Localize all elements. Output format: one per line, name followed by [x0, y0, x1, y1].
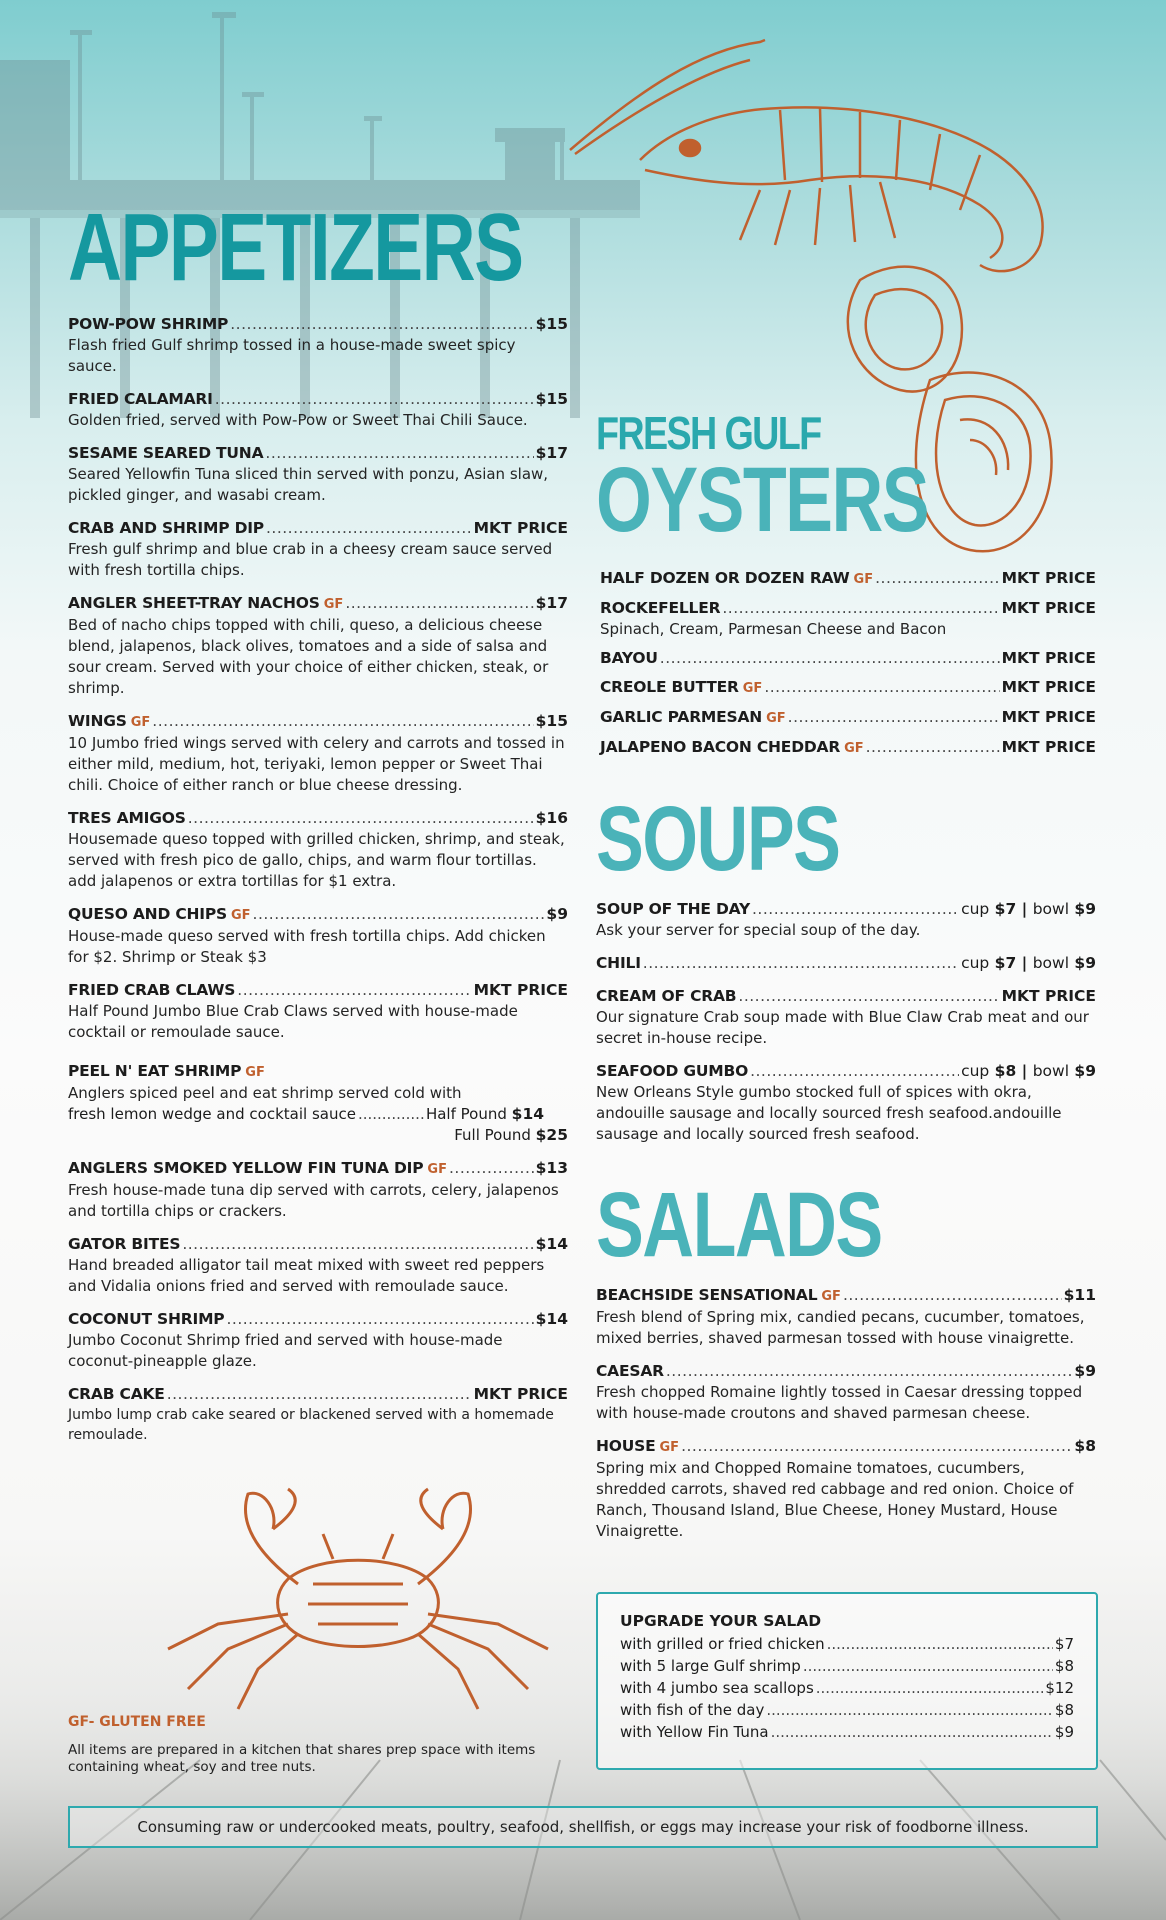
- gluten-free-note-text: All items are prepared in a kitchen that shares prep space with items containing wheat, soy and tree nuts.: [68, 1742, 536, 1775]
- item-line: [68, 1384, 568, 1405]
- menu-item-sesame-seared-tuna: [68, 443, 568, 506]
- item-name: HOUSE: [596, 1437, 656, 1455]
- item-description: Fresh house-made tuna dip served with carrots, celery, jalapenos and tortilla chips or crackers.: [68, 1181, 559, 1220]
- oysters-list: [596, 568, 1096, 759]
- item-name: ROCKEFELLER: [600, 599, 721, 617]
- item-price: cup $7 | bowl $9: [961, 954, 1096, 972]
- item-price: $17: [535, 444, 568, 462]
- upgrade-price: $8: [1054, 1701, 1074, 1719]
- item-description: Bed of nacho chips topped with chili, queso, a delicious cheese blend, jalapenos, black olives, tomatoes and a side of salsa and sour cream. Served with your choice of either chicken, steak, or shrimp.: [68, 616, 549, 697]
- item-price: $11: [1063, 1286, 1096, 1304]
- dot-leader: [226, 1309, 533, 1330]
- item-name: CHILI: [596, 954, 641, 972]
- item-line: [596, 1061, 1096, 1082]
- item-line: [600, 737, 1096, 759]
- dot-leader: [253, 904, 545, 925]
- bowl-label: bowl: [1032, 1062, 1070, 1080]
- item-price: $16: [535, 809, 568, 827]
- item-line: [68, 1309, 568, 1330]
- dot-leader: [816, 1677, 1044, 1699]
- item-line: [68, 314, 568, 335]
- salads-list: [596, 1285, 1096, 1542]
- item-line: [68, 389, 568, 410]
- menu-item-rockefeller: [600, 598, 1096, 640]
- item-description: Fresh chopped Romaine lightly tossed in Caesar dressing topped with house-made croutons and shaved parmesan cheese.: [596, 1383, 1083, 1422]
- item-price: cup $7 | bowl $9: [961, 900, 1096, 918]
- menu-item-fried-calamari: [68, 389, 568, 431]
- dot-leader: [788, 707, 1000, 728]
- upgrade-label: with grilled or fried chicken: [620, 1635, 825, 1653]
- bowl-price: $9: [1074, 900, 1096, 918]
- item-price: MKT PRICE: [1001, 678, 1096, 696]
- upgrade-salad-box: [596, 1592, 1098, 1770]
- bowl-label: bowl: [1032, 954, 1070, 972]
- menu-item-bayou: [600, 648, 1096, 669]
- dot-leader: [681, 1436, 1072, 1457]
- dot-leader: [866, 737, 1000, 758]
- item-price: MKT PRICE: [473, 1385, 568, 1403]
- upgrade-item: [620, 1677, 1074, 1699]
- menu-item-chili: [596, 953, 1096, 974]
- menu-item-garlic-parmesan: [600, 707, 1096, 729]
- item-price: MKT PRICE: [1001, 987, 1096, 1005]
- upgrade-item: [620, 1721, 1074, 1743]
- dot-leader: [167, 1384, 472, 1405]
- item-line: [600, 707, 1096, 729]
- item-name: SESAME SEARED TUNA: [68, 444, 264, 462]
- item-line: [600, 598, 1096, 619]
- item-name: CREAM OF CRAB: [596, 987, 737, 1005]
- upgrade-price: $7: [1054, 1635, 1074, 1653]
- item-line: [596, 899, 1096, 920]
- menu-item-coconut-shrimp: [68, 1309, 568, 1372]
- item-description: New Orleans Style gumbo stocked full of spices with okra, andouille sausage and locally sourced fresh seafood.andouille sausage and locally sourced fresh seafood.: [596, 1083, 1062, 1143]
- upgrade-label: with 5 large Gulf shrimp: [620, 1657, 801, 1675]
- item-name: BEACHSIDE SENSATIONAL: [596, 1286, 818, 1304]
- appetizers-title: APPETIZERS: [68, 194, 523, 301]
- item-price: $15: [535, 390, 568, 408]
- item-line: [68, 904, 568, 926]
- item-line: [68, 593, 568, 615]
- upgrade-price: $8: [1054, 1657, 1074, 1675]
- item-name: HALF DOZEN OR DOZEN RAW: [600, 569, 850, 587]
- item-line: [596, 1285, 1096, 1307]
- item-line: [68, 1234, 568, 1255]
- item-description: Spinach, Cream, Parmesan Cheese and Bacon: [600, 620, 947, 638]
- item-description: Spring mix and Chopped Romaine tomatoes, cucumbers, shredded carrots, shaved red cabbage and red onion. Choice of Ranch, Thousand Island, Blue Cheese, Honey Mustard, House Vinaigrette.: [596, 1459, 1074, 1540]
- cup-label: cup: [961, 900, 990, 918]
- item-description: Anglers spiced peel and eat shrimp served cold with: [68, 1084, 462, 1102]
- dot-leader: [752, 899, 959, 920]
- dot-leader: [660, 648, 1000, 669]
- item-line: [68, 980, 568, 1001]
- menu-item-seafood-gumbo: [596, 1061, 1096, 1145]
- item-description: Hand breaded alligator tail meat mixed with sweet red peppers and Vidalia onions fried and served with remoulade sauce.: [68, 1256, 545, 1295]
- item-description: Our signature Crab soup made with Blue Claw Crab meat and our secret in-house recipe.: [596, 1008, 1089, 1047]
- dot-leader: [766, 1699, 1053, 1721]
- item-name: WINGS: [68, 712, 127, 730]
- salads-title: SALADS: [596, 1174, 882, 1276]
- gluten-free-badge: GF: [659, 1440, 680, 1455]
- dot-leader: [803, 1655, 1053, 1677]
- item-description: Housemade queso topped with grilled chicken, shrimp, and steak, served with fresh pico de gallo, chips, and warm flour tortillas. add jalapenos or extra tortillas for $1 extra.: [68, 830, 565, 890]
- upgrade-item: [620, 1633, 1074, 1655]
- dot-leader: [230, 314, 533, 335]
- menu-item-pow-pow-shrimp: [68, 314, 568, 377]
- menu-item-soup-of-the-day: [596, 899, 1096, 941]
- item-line: [68, 443, 568, 464]
- menu-item-crab-cake: [68, 1384, 568, 1445]
- menu-item-half-dozen-or-dozen-raw: [600, 568, 1096, 590]
- menu-item-crab-and-shrimp-dip: [68, 518, 568, 581]
- menu-item-creole-butter: [600, 677, 1096, 699]
- item-line: [68, 518, 568, 539]
- item-description: Flash fried Gulf shrimp tossed in a house-made sweet spicy sauce.: [68, 336, 516, 375]
- gluten-free-badge: GF: [245, 1065, 265, 1080]
- item-line: [596, 986, 1096, 1007]
- item-price: MKT PRICE: [1001, 708, 1096, 726]
- dot-leader: [188, 808, 534, 829]
- gluten-free-badge: GF: [130, 715, 151, 730]
- cup-price: $7: [994, 900, 1017, 918]
- upgrade-title: UPGRADE YOUR SALAD: [620, 1612, 822, 1630]
- item-name: CREOLE BUTTER: [600, 678, 739, 696]
- dot-leader: [750, 1061, 959, 1082]
- item-price: MKT PRICE: [1001, 738, 1096, 756]
- item-line: [596, 1361, 1096, 1382]
- item-price: MKT PRICE: [473, 519, 568, 537]
- item-price: $9: [1074, 1362, 1096, 1380]
- menu-item-fried-crab-claws: [68, 980, 568, 1043]
- oysters-title: OYSTERS: [596, 449, 929, 551]
- menu-item-cream-of-crab: [596, 986, 1096, 1049]
- half-pound-row: fresh lemon wedge and cocktail sauce ..... Half Pound $14: [68, 1104, 568, 1125]
- appetizers-section: [68, 194, 568, 1457]
- item-description: Jumbo Coconut Shrimp fried and served with house-made coconut-pineapple glaze.: [68, 1331, 503, 1370]
- menu-item-tres-amigos: [68, 808, 568, 892]
- item-line: [68, 1158, 568, 1180]
- bowl-price: $9: [1074, 1062, 1096, 1080]
- dot-leader: [843, 1285, 1062, 1306]
- item-price: $8: [1074, 1437, 1096, 1455]
- item-description: Fresh gulf shrimp and blue crab in a cheesy cream sauce served with fresh tortilla chips.: [68, 540, 553, 579]
- item-name: CAESAR: [596, 1362, 664, 1380]
- gluten-free-badge: GF: [742, 681, 763, 696]
- full-pound-row: Full Pound $25: [454, 1126, 568, 1144]
- dot-leader: [771, 1721, 1053, 1743]
- cup-label: cup: [961, 1062, 990, 1080]
- upgrade-item: [620, 1655, 1074, 1677]
- item-description: Fresh blend of Spring mix, candied pecans, cucumber, tomatoes, mixed berries, shaved parmesan tossed with house vinaigrette.: [596, 1308, 1085, 1347]
- dot-leader: [666, 1361, 1073, 1382]
- item-line: [600, 677, 1096, 699]
- menu-item-anglers-smoked-yellow-fin-tuna-dip: [68, 1158, 568, 1222]
- dot-leader: [215, 389, 534, 410]
- cup-price: $7: [994, 954, 1017, 972]
- soups-list: [596, 899, 1096, 1145]
- gluten-free-note-title: GF- GLUTEN FREE: [68, 1714, 206, 1730]
- gluten-free-badge: GF: [853, 572, 874, 587]
- menu-item-caesar: [596, 1361, 1096, 1424]
- gluten-free-badge: GF: [323, 597, 344, 612]
- dot-leader: [152, 711, 533, 732]
- item-description: Ask your server for special soup of the day.: [596, 921, 921, 939]
- item-price: $9: [546, 905, 568, 923]
- dot-leader: [449, 1158, 534, 1179]
- menu-item-jalapeno-bacon-cheddar: [600, 737, 1096, 759]
- cup-price: $8: [994, 1062, 1017, 1080]
- gluten-free-note: [68, 1714, 588, 1776]
- upgrade-label: with Yellow Fin Tuna: [620, 1723, 769, 1741]
- dot-leader: [265, 443, 533, 464]
- item-price: $14: [535, 1310, 568, 1328]
- gluten-free-badge: GF: [844, 741, 864, 756]
- dot-leader: [237, 980, 471, 1001]
- item-name: FRIED CALAMARI: [68, 390, 213, 408]
- item-price: $14: [535, 1235, 568, 1253]
- dot-leader: [875, 568, 999, 589]
- item-price: MKT PRICE: [1001, 599, 1096, 617]
- gluten-free-badge: GF: [230, 908, 251, 923]
- item-line: [596, 1436, 1096, 1458]
- upgrade-label: with 4 jumbo sea scallops: [620, 1679, 814, 1697]
- menu-item-gator-bites: [68, 1234, 568, 1297]
- item-name: BAYOU: [600, 649, 658, 667]
- gluten-free-badge: GF: [766, 711, 786, 726]
- shrimp-illustration-icon: [560, 30, 1100, 280]
- item-name: TRES AMIGOS: [68, 809, 186, 827]
- item-description: Jumbo lump crab cake seared or blackened served with a homemade remoulade.: [68, 1407, 554, 1443]
- item-description: 10 Jumbo fried wings served with celery and carrots and tossed in either mild, medium, hot, teriyaki, lemon pepper or Sweet Thai chili. Choice of either ranch or blue cheese dressing.: [68, 734, 565, 794]
- bowl-price: $9: [1074, 954, 1096, 972]
- menu-item-queso-and-chips: [68, 904, 568, 968]
- item-price: MKT PRICE: [473, 981, 568, 999]
- item-price: $15: [535, 712, 568, 730]
- dot-leader: [266, 518, 472, 539]
- item-name: POW-POW SHRIMP: [68, 315, 229, 333]
- item-line: [600, 648, 1096, 669]
- item-line: [600, 568, 1096, 590]
- full-pound-price: $25: [535, 1126, 568, 1144]
- item-price: $15: [535, 315, 568, 333]
- item-line: [596, 953, 1096, 974]
- menu-item-angler-sheet-tray-nachos: [68, 593, 568, 699]
- menu-item-peel-n-eat-shrimp: [68, 1061, 568, 1146]
- dot-leader: [182, 1234, 533, 1255]
- item-name: QUESO AND CHIPS: [68, 905, 227, 923]
- item-price: cup $8 | bowl $9: [961, 1062, 1096, 1080]
- fresh-gulf-title: FRESH GULF: [596, 407, 821, 459]
- item-name: GARLIC PARMESAN: [600, 708, 763, 726]
- menu-item-wings: [68, 711, 568, 796]
- item-name: PEEL N' EAT SHRIMP: [68, 1062, 242, 1080]
- item-name: ANGLERS SMOKED YELLOW FIN TUNA DIP: [68, 1159, 424, 1177]
- item-name: JALAPENO BACON CHEDDAR: [600, 738, 841, 756]
- soups-title: SOUPS: [596, 788, 840, 890]
- item-name: CRAB CAKE: [68, 1385, 165, 1403]
- item-description: Golden fried, served with Pow-Pow or Sweet Thai Chili Sauce.: [68, 411, 528, 429]
- item-price: $17: [535, 594, 568, 612]
- item-name: SEAFOOD GUMBO: [596, 1062, 749, 1080]
- item-description: Seared Yellowfin Tuna sliced thin served with ponzu, Asian slaw, pickled ginger, and wasabi cream.: [68, 465, 549, 504]
- crab-illustration-icon: [148, 1484, 568, 1714]
- dot-leader: [764, 677, 999, 698]
- upgrade-label: with fish of the day: [620, 1701, 765, 1719]
- item-line: [68, 808, 568, 829]
- item-name: COCONUT SHRIMP: [68, 1310, 225, 1328]
- gluten-free-badge: GF: [427, 1162, 447, 1177]
- dot-leader: [722, 598, 999, 619]
- cup-label: cup: [961, 954, 990, 972]
- item-name: GATOR BITES: [68, 1235, 181, 1253]
- appetizers-list-2: [68, 1158, 568, 1445]
- item-price: $13: [535, 1159, 568, 1177]
- half-pound-price: $14: [511, 1105, 545, 1123]
- item-description: Half Pound Jumbo Blue Crab Claws served with house-made cocktail or remoulade sauce.: [68, 1002, 518, 1041]
- upgrade-price: $9: [1054, 1723, 1074, 1741]
- item-line: [68, 711, 568, 733]
- item-name: SOUP OF THE DAY: [596, 900, 750, 918]
- item-description: House-made queso served with fresh tortilla chips. Add chicken for $2. Shrimp or Steak $3: [68, 927, 546, 966]
- item-price: MKT PRICE: [1001, 649, 1096, 667]
- dot-leader: [643, 953, 959, 974]
- dot-leader: [738, 986, 999, 1007]
- item-price: MKT PRICE: [1001, 569, 1096, 587]
- appetizers-list: [68, 314, 568, 1043]
- upgrade-list: [620, 1633, 1074, 1743]
- dot-leader: [345, 593, 533, 614]
- right-column: [596, 407, 1096, 1554]
- food-safety-disclaimer: Consuming raw or undercooked meats, poultry, seafood, shellfish, or eggs may increase your risk of foodborne illness.: [68, 1806, 1098, 1848]
- menu-item-house: [596, 1436, 1096, 1542]
- upgrade-price: $12: [1045, 1679, 1074, 1697]
- bowl-label: bowl: [1032, 900, 1070, 918]
- upgrade-item: [620, 1699, 1074, 1721]
- item-name: ANGLER SHEET-TRAY NACHOS: [68, 594, 320, 612]
- menu-item-beachside-sensational: [596, 1285, 1096, 1349]
- item-name: FRIED CRAB CLAWS: [68, 981, 236, 999]
- dot-leader: [827, 1633, 1053, 1655]
- gluten-free-badge: GF: [821, 1289, 841, 1304]
- item-name: CRAB AND SHRIMP DIP: [68, 519, 264, 537]
